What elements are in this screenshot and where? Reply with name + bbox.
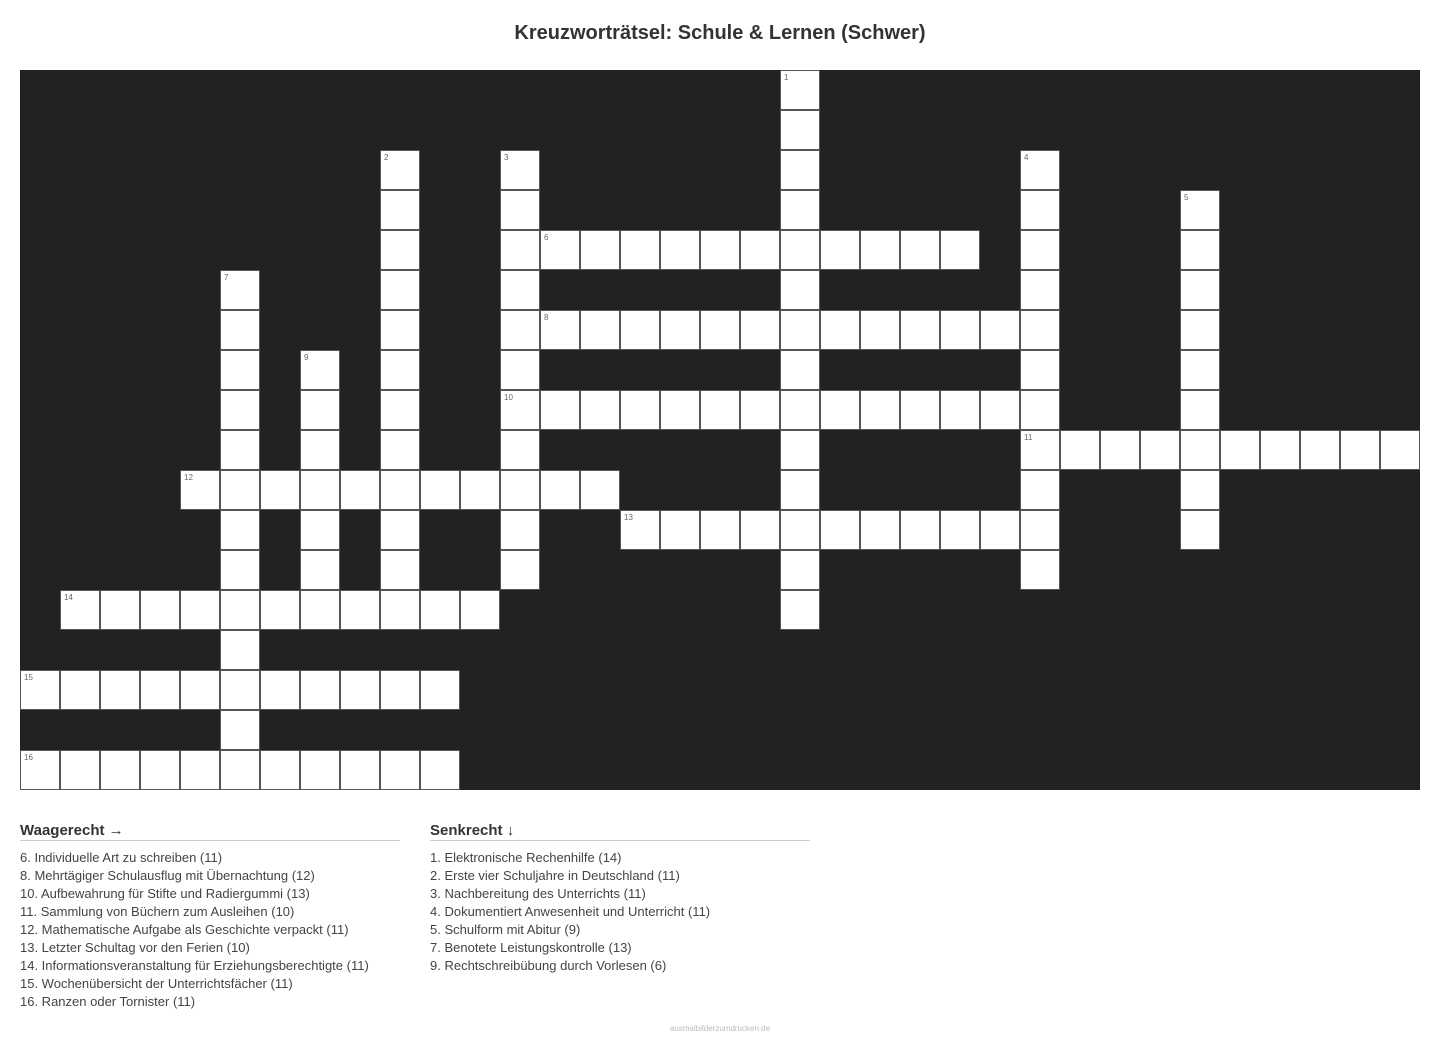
grid-cell[interactable] (260, 590, 300, 630)
grid-cell[interactable] (60, 750, 100, 790)
grid-cell[interactable] (1020, 550, 1060, 590)
grid-cell[interactable] (660, 230, 700, 270)
down-clue: 3. Nachbereitung des Unterrichts (11) (430, 886, 646, 901)
grid-cell[interactable] (1380, 430, 1420, 470)
grid-cell[interactable] (1180, 390, 1220, 430)
grid-cell[interactable] (780, 270, 820, 310)
grid-cell[interactable] (780, 230, 820, 270)
down-clue: 2. Erste vier Schuljahre in Deutschland (11) (430, 868, 680, 883)
grid-cell[interactable] (780, 350, 820, 390)
grid-cell[interactable] (300, 430, 340, 470)
down-clue: 9. Rechtschreibübung durch Vorlesen (6) (430, 958, 667, 973)
across-clue: 16. Ranzen oder Tornister (11) (20, 994, 196, 1009)
grid-cell[interactable] (940, 230, 980, 270)
clue-number: 12 (184, 473, 193, 482)
grid-cell[interactable] (220, 470, 260, 510)
across-clue-list (20, 849, 400, 1011)
grid-cell[interactable] (740, 310, 780, 350)
grid-cell[interactable] (1180, 430, 1220, 470)
grid-cell[interactable] (220, 430, 260, 470)
grid-cell[interactable] (380, 230, 420, 270)
grid-cell[interactable] (660, 390, 700, 430)
page-title: Kreuzworträtsel: Schule & Lernen (Schwer) (514, 22, 926, 44)
grid-cell[interactable] (860, 230, 900, 270)
grid-cell[interactable] (380, 470, 420, 510)
grid-cell[interactable] (980, 390, 1020, 430)
clue-number: 13 (624, 513, 633, 522)
grid-cell[interactable] (620, 390, 660, 430)
grid-cell[interactable] (180, 470, 220, 510)
grid-cell[interactable] (780, 70, 820, 110)
grid-cell[interactable] (820, 510, 860, 550)
grid-cell[interactable] (540, 310, 580, 350)
grid-cell[interactable] (780, 310, 820, 350)
grid-cell[interactable] (500, 390, 540, 430)
grid-cell[interactable] (540, 230, 580, 270)
grid-cell[interactable] (780, 510, 820, 550)
grid-cell[interactable] (900, 390, 940, 430)
crossword-grid (20, 70, 1420, 790)
grid-cell[interactable] (220, 550, 260, 590)
grid-cell[interactable] (380, 270, 420, 310)
grid-cell[interactable] (500, 230, 540, 270)
grid-cell[interactable] (500, 270, 540, 310)
grid-cell[interactable] (340, 470, 380, 510)
grid-cell[interactable] (300, 470, 340, 510)
grid-cell[interactable] (460, 590, 500, 630)
down-clues-panel (430, 822, 810, 975)
grid-cell[interactable] (620, 310, 660, 350)
grid-cell[interactable] (220, 630, 260, 670)
grid-cell[interactable] (1020, 310, 1060, 350)
grid-cell[interactable] (780, 150, 820, 190)
grid-cell[interactable] (220, 710, 260, 750)
grid-cell[interactable] (380, 430, 420, 470)
grid-cell[interactable] (780, 590, 820, 630)
grid-cell[interactable] (1100, 430, 1140, 470)
grid-cell[interactable] (740, 230, 780, 270)
clue-number: 5 (1184, 193, 1189, 202)
grid-cell[interactable] (420, 590, 460, 630)
grid-cell[interactable] (260, 470, 300, 510)
grid-cell[interactable] (780, 110, 820, 150)
grid-cell[interactable] (1020, 510, 1060, 550)
grid-cell[interactable] (780, 470, 820, 510)
grid-cell[interactable] (980, 310, 1020, 350)
grid-cell[interactable] (500, 550, 540, 590)
grid-cell[interactable] (340, 750, 380, 790)
grid-cell[interactable] (700, 310, 740, 350)
grid-cell[interactable] (300, 510, 340, 550)
grid-cell[interactable] (60, 670, 100, 710)
grid-cell[interactable] (980, 510, 1020, 550)
grid-cell[interactable] (1260, 430, 1300, 470)
grid-cell[interactable] (660, 510, 700, 550)
grid-cell[interactable] (420, 750, 460, 790)
across-clue: 11. Sammlung von Büchern zum Ausleihen (10) (20, 904, 295, 919)
clue-number: 9 (304, 353, 309, 362)
across-clue: 6. Individuelle Art zu schreiben (11) (20, 850, 223, 865)
grid-cell[interactable] (1180, 510, 1220, 550)
grid-cell[interactable] (140, 750, 180, 790)
grid-cell[interactable] (300, 590, 340, 630)
grid-cell[interactable] (1060, 430, 1100, 470)
grid-cell[interactable] (340, 670, 380, 710)
grid-cell[interactable] (580, 310, 620, 350)
grid-cell[interactable] (300, 390, 340, 430)
grid-cell[interactable] (500, 510, 540, 550)
clue-number: 2 (384, 153, 389, 162)
grid-cell[interactable] (940, 390, 980, 430)
across-clue: 14. Informationsveranstaltung für Erziehungsberechtigte (11) (20, 958, 369, 973)
grid-cell[interactable] (580, 470, 620, 510)
grid-cell[interactable] (1020, 430, 1060, 470)
grid-cell[interactable] (20, 750, 60, 790)
grid-cell[interactable] (740, 390, 780, 430)
grid-cell[interactable] (1220, 430, 1260, 470)
grid-cell[interactable] (380, 310, 420, 350)
grid-cell[interactable] (100, 590, 140, 630)
grid-cell[interactable] (1020, 390, 1060, 430)
grid-cell[interactable] (540, 470, 580, 510)
grid-cell[interactable] (100, 750, 140, 790)
clue-number: 6 (544, 233, 549, 242)
grid-cell[interactable] (620, 510, 660, 550)
clue-number: 8 (544, 313, 549, 322)
grid-cell[interactable] (140, 590, 180, 630)
grid-cell[interactable] (1020, 190, 1060, 230)
grid-cell[interactable] (380, 670, 420, 710)
grid-cell[interactable] (340, 590, 380, 630)
grid-cell[interactable] (220, 350, 260, 390)
grid-cell[interactable] (300, 550, 340, 590)
grid-cell[interactable] (380, 350, 420, 390)
down-clue-list (430, 849, 810, 975)
clue-number: 11 (1024, 433, 1033, 442)
grid-cell[interactable] (380, 550, 420, 590)
clue-number: 4 (1024, 153, 1029, 162)
grid-cell[interactable] (220, 310, 260, 350)
grid-cell[interactable] (60, 590, 100, 630)
grid-cell[interactable] (700, 390, 740, 430)
grid-cell[interactable] (860, 510, 900, 550)
grid-cell[interactable] (220, 670, 260, 710)
grid-cell[interactable] (260, 670, 300, 710)
across-heading: Waagerecht → (20, 822, 400, 841)
grid-cell[interactable] (220, 270, 260, 310)
grid-cell[interactable] (220, 390, 260, 430)
grid-cell[interactable] (1180, 470, 1220, 510)
grid-cell[interactable] (780, 430, 820, 470)
across-clue: 13. Letzter Schultag vor den Ferien (10) (20, 940, 250, 955)
grid-cell[interactable] (380, 590, 420, 630)
grid-cell[interactable] (100, 670, 140, 710)
grid-cell[interactable] (220, 510, 260, 550)
grid-cell[interactable] (500, 350, 540, 390)
grid-cell[interactable] (1180, 190, 1220, 230)
clue-number: 15 (24, 673, 33, 682)
grid-cell[interactable] (780, 390, 820, 430)
grid-cell[interactable] (1340, 430, 1380, 470)
grid-cell[interactable] (660, 310, 700, 350)
grid-cell[interactable] (1300, 430, 1340, 470)
clue-number: 10 (504, 393, 513, 402)
down-heading: Senkrecht ↓ (430, 822, 810, 841)
grid-cell[interactable] (380, 190, 420, 230)
grid-cell[interactable] (380, 750, 420, 790)
grid-cell[interactable] (700, 510, 740, 550)
grid-cell[interactable] (380, 150, 420, 190)
grid-cell[interactable] (860, 310, 900, 350)
grid-cell[interactable] (780, 550, 820, 590)
grid-cell[interactable] (900, 310, 940, 350)
grid-cell[interactable] (300, 750, 340, 790)
grid-cell[interactable] (860, 390, 900, 430)
grid-cell[interactable] (180, 750, 220, 790)
grid-cell[interactable] (900, 510, 940, 550)
grid-cell[interactable] (500, 310, 540, 350)
grid-cell[interactable] (900, 230, 940, 270)
down-clue: 1. Elektronische Rechenhilfe (14) (430, 850, 622, 865)
grid-cell[interactable] (300, 670, 340, 710)
down-clue: 4. Dokumentiert Anwesenheit und Unterricht (11) (430, 904, 711, 919)
grid-cell[interactable] (1180, 310, 1220, 350)
clue-number: 7 (224, 273, 229, 282)
grid-cell[interactable] (580, 390, 620, 430)
clue-number: 1 (784, 73, 789, 82)
grid-cell[interactable] (940, 510, 980, 550)
grid-cell[interactable] (420, 470, 460, 510)
grid-cell[interactable] (700, 230, 740, 270)
across-clue: 12. Mathematische Aufgabe als Geschichte verpackt (11) (20, 922, 349, 937)
grid-cell[interactable] (460, 470, 500, 510)
across-clue: 8. Mehrtägiger Schulausflug mit Übernachtung (12) (20, 868, 315, 883)
grid-cell[interactable] (740, 510, 780, 550)
down-clue: 5. Schulform mit Abitur (9) (430, 922, 581, 937)
clue-number: 3 (504, 153, 509, 162)
across-clue: 10. Aufbewahrung für Stifte und Radiergummi (13) (20, 886, 310, 901)
across-clue: 15. Wochenübersicht der Unterrichtsfächer (11) (20, 976, 293, 991)
grid-cell[interactable] (500, 470, 540, 510)
grid-cell[interactable] (1140, 430, 1180, 470)
grid-cell[interactable] (380, 390, 420, 430)
grid-cell[interactable] (220, 590, 260, 630)
grid-cell[interactable] (1020, 150, 1060, 190)
grid-cell[interactable] (820, 390, 860, 430)
across-clues-panel (20, 822, 400, 1011)
grid-cell[interactable] (820, 310, 860, 350)
grid-cell[interactable] (1180, 350, 1220, 390)
grid-cell[interactable] (1020, 230, 1060, 270)
grid-cell[interactable] (180, 590, 220, 630)
grid-cell[interactable] (620, 230, 660, 270)
grid-cell[interactable] (500, 190, 540, 230)
grid-cell[interactable] (500, 430, 540, 470)
grid-cell[interactable] (180, 670, 220, 710)
grid-cell[interactable] (820, 230, 860, 270)
clue-number: 14 (64, 593, 73, 602)
grid-cell[interactable] (1020, 470, 1060, 510)
grid-cell[interactable] (140, 670, 180, 710)
footer-credit: ausmalbilderzumdrucken.de (669, 1024, 771, 1033)
grid-cell[interactable] (300, 350, 340, 390)
grid-cell[interactable] (540, 390, 580, 430)
grid-cell[interactable] (220, 750, 260, 790)
grid-cell[interactable] (20, 670, 60, 710)
grid-cell[interactable] (420, 670, 460, 710)
grid-cell[interactable] (580, 230, 620, 270)
grid-cell[interactable] (780, 190, 820, 230)
grid-cell[interactable] (260, 750, 300, 790)
down-clue: 7. Benotete Leistungskontrolle (13) (430, 940, 632, 955)
grid-cell[interactable] (940, 310, 980, 350)
grid-cell[interactable] (380, 510, 420, 550)
grid-cell[interactable] (1020, 270, 1060, 310)
grid-cell[interactable] (500, 150, 540, 190)
grid-cell[interactable] (1180, 270, 1220, 310)
grid-cell[interactable] (1020, 350, 1060, 390)
grid-cell[interactable] (1180, 230, 1220, 270)
clue-number: 16 (24, 753, 33, 762)
